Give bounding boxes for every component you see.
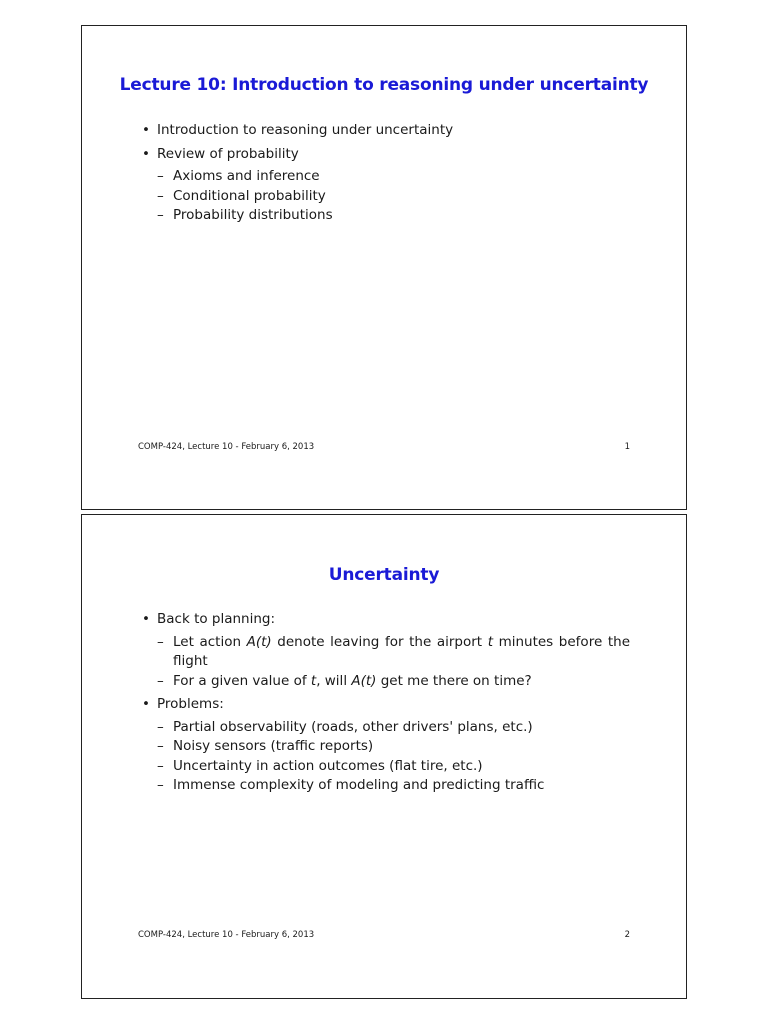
math-run: t [310, 672, 317, 689]
math-run: t [487, 633, 493, 650]
bullet-text: Introduction to reasoning under uncertainty [157, 122, 454, 138]
bullet-item [140, 121, 630, 141]
sub-item: – Conditional probability [157, 187, 630, 207]
sub-list [157, 167, 630, 226]
bullet-text: Problems: [157, 696, 224, 712]
sub-item: – Axioms and inference [157, 167, 630, 187]
sub-list [157, 718, 630, 796]
slide-title: Lecture 10: Introduction to reasoning under uncertainty [119, 75, 649, 95]
text-run: get me there on time? [376, 672, 532, 689]
sub-list [157, 633, 630, 692]
math-run: A(t) [351, 672, 377, 689]
footer-course: COMP-424, Lecture 10 - February 6, 2013 [138, 930, 315, 940]
slide-footer [138, 442, 630, 454]
text-run: For a given value of [173, 672, 311, 689]
bullet-list [140, 121, 630, 226]
bullet-item [140, 145, 630, 226]
bullet-text: Review of probability [157, 145, 299, 162]
sub-item [157, 672, 630, 692]
slide-title: Uncertainty [328, 565, 440, 585]
page-number: 1 [624, 442, 630, 452]
slide-content [140, 121, 630, 230]
text-run: minutes before the flight [173, 633, 631, 669]
slide-content [140, 610, 630, 800]
bullet-text: Back to planning: [157, 611, 276, 627]
bullet-list [140, 610, 630, 796]
sub-item: – Probability distributions [157, 206, 630, 226]
page-number: 2 [624, 930, 630, 940]
bullet-item [140, 695, 630, 796]
text-run: denote leaving for the airport [271, 633, 488, 650]
sub-item: – Noisy sensors (traffic reports) [157, 737, 630, 757]
slide-footer [138, 930, 630, 942]
text-run: , will [316, 672, 352, 689]
sub-item [157, 633, 630, 672]
sub-item: – Partial observability (roads, other drivers' plans, etc.) [157, 718, 630, 738]
slide-2 [81, 514, 687, 999]
footer-course: COMP-424, Lecture 10 - February 6, 2013 [138, 442, 315, 452]
sub-item: – Uncertainty in action outcomes (flat tire, etc.) [157, 757, 630, 777]
text-run: Let action [173, 633, 247, 650]
math-run: A(t) [246, 633, 272, 650]
slide-1 [81, 25, 687, 510]
sub-item: – Immense complexity of modeling and predicting traffic [157, 776, 630, 796]
bullet-item [140, 610, 630, 691]
